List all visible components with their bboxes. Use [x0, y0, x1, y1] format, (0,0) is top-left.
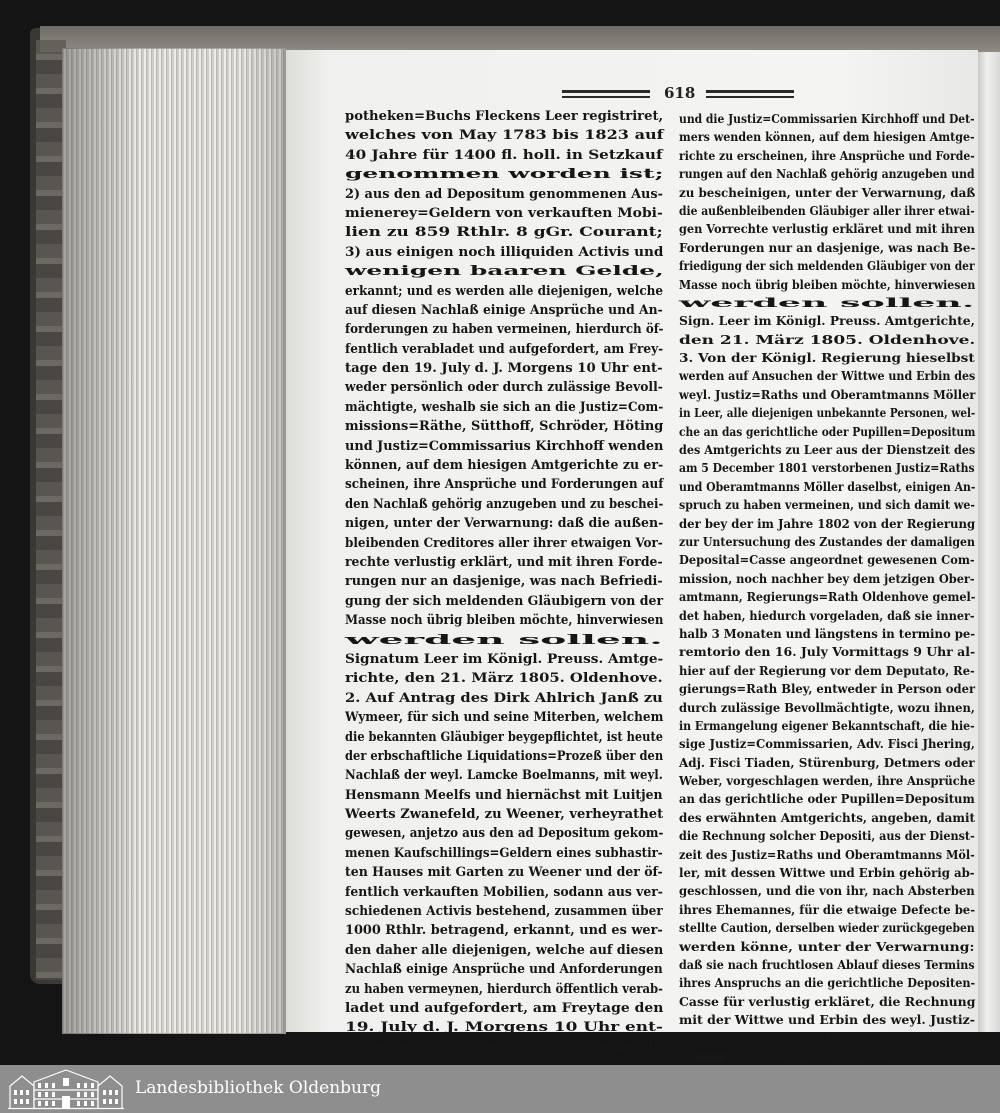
text-line: daß sie nach fruchtlosen Ablauf dieses Termins	[679, 956, 975, 972]
text-line: ten Hauses mit Garten zu Weener und der öf-	[345, 864, 663, 881]
text-line: den daher alle diejenigen, welche auf diesen	[345, 941, 664, 958]
text-line: und die Justiz=Commissarien Kirchhoff und Det-	[679, 111, 975, 126]
text-line: halb 3 Monaten und längstens in termino pe-	[679, 625, 976, 641]
text-line: rungen auf den Nachlaß gehörig anzugeben und	[679, 166, 975, 182]
text-line: geschlossen, und die von ihr, nach Absterben	[679, 883, 975, 899]
text-line: der bey der im Jahre 1802 von der Regierung	[679, 515, 976, 531]
text-line: richte, den 21. März 1805. Oldenhove.	[345, 670, 663, 687]
text-line: den 21. März 1805. Oldenhove.	[679, 331, 976, 347]
text-line: 1000 Rthlr. betragend, erkannt, und es wer-	[345, 922, 663, 939]
text-line: fentlich verabladet und aufgefordert, am Frey-	[345, 340, 664, 357]
page-block-fore-edge	[62, 48, 286, 1034]
text-line: mächtigte, weshalb sie sich an die Justiz=Com-	[345, 398, 664, 415]
text-line: Masse noch übrig bleiben möchte, hinverwiesen	[679, 276, 976, 292]
text-line: gierungs=Rath Bley, entweder in Person oder	[679, 681, 976, 697]
text-line: die außenbleibenden Gläubiger aller ihrer etwai-	[679, 202, 975, 218]
text-line: remtorio den 16. July Vormittags 9 Uhr al-	[679, 644, 976, 660]
text-line: mers wenden können, auf dem hiesigen Amtge-	[679, 129, 975, 145]
text-line: Wymeer, für sich und seine Miterben, welchem	[345, 709, 664, 726]
text-line: zu bescheinigen, unter der Verwarnung, daß	[679, 184, 976, 200]
text-line: Signatum Leer im Königl. Preuss. Amtge-	[345, 650, 664, 667]
text-line: können, auf dem hiesigen Amtgerichte zu er-	[345, 457, 664, 474]
text-line: werden sollen.	[345, 631, 663, 648]
text-line: det haben, hiedurch vorgeladen, daß sie inner-	[679, 607, 975, 623]
right-text-column	[679, 110, 977, 1066]
text-line: missions=Räthe, Sütthoff, Schröder, Höting	[345, 418, 664, 435]
text-line: und Justiz=Commissarius Kirchhoff wenden	[345, 437, 664, 454]
text-line: die bekannten Gläubiger beygepflichtet, ist heute	[345, 728, 664, 745]
left-text-column	[345, 107, 663, 1096]
text-line: ler, mit dessen Wittwe und Erbin gehörig ab-	[679, 865, 975, 881]
text-line: stellte Caution, derselben wieder zurückgegeben	[679, 920, 975, 936]
text-line: weyl. Justiz=Raths und Oberamtmanns Möller	[679, 386, 976, 402]
text-line: richte zu erscheinen, ihre Ansprüche und Forde-	[679, 147, 975, 163]
text-line: 19. July d. J. Morgens 10 Uhr ent-	[345, 1019, 663, 1036]
text-line: Nachlaß einige Ansprüche und Anforderungen	[345, 961, 663, 978]
text-line: scheinen, ihre Ansprüche und Forderungen auf	[345, 476, 664, 493]
header-rule-right	[706, 90, 794, 93]
text-line: ladet und aufgefordert, am Freytage den	[345, 999, 664, 1016]
text-line: potheken=Buchs Fleckens Leer registriret,	[345, 108, 664, 124]
text-line: Adj. Fisci Tiaden, Stürenburg, Detmers oder	[679, 754, 975, 770]
text-line: zu haben vermeynen, hierdurch öffentlich verab-	[345, 980, 663, 997]
text-line: die Rechnung solcher Depositi, aus der Dienst-	[679, 828, 975, 844]
text-line: 3. Von der Königl. Regierung hieselbst	[679, 350, 975, 366]
page-number: 618	[664, 84, 696, 102]
text-line: welches von May 1783 bis 1823 auf	[345, 127, 664, 144]
text-line: Casse für verlustig erkläret, die Rechnung	[679, 993, 976, 1009]
text-line: hier auf der Regierung vor dem Deputato, Re-	[679, 662, 975, 678]
text-line: des erwähnten Amtgerichts, angeben, damit	[679, 809, 975, 825]
text-line: Sign. Leer im Königl. Preuss. Amtgerichte,	[679, 313, 975, 329]
text-line: ihres Ehemannes, für die etwaige Defecte be-	[679, 901, 976, 917]
text-line: rungen nur an dasjenige, was nach Befriedi-	[345, 573, 663, 590]
text-line: Deposital=Casse angeordnet gewesenen Com-	[679, 552, 975, 568]
text-line: zur Untersuchung des Zustandes der damaligen	[679, 533, 976, 549]
library-name: Landesbibliothek Oldenburg	[135, 1078, 382, 1098]
text-line: durch zulässige Bevollmächtigte, wozu ihnen,	[679, 699, 975, 715]
text-line: auf diesen Nachlaß einige Ansprüche und An-	[345, 301, 663, 318]
text-line: in Ermangelung eigener Bekanntschaft, die hie-	[679, 717, 975, 733]
footer-bar	[0, 1065, 1000, 1113]
text-line: weder persönlich oder durch zulässige Bevoll-	[345, 379, 663, 396]
text-line: gen Vorrechte verlustig erkläret und mit ihren	[679, 221, 975, 237]
text-line: weder persönlich oder durch zulässige Bevoll-	[345, 1038, 663, 1055]
text-line: werden könne, unter der Verwarnung:	[679, 938, 975, 954]
text-line: menen Kaufschillings=Geldern eines subhastir-	[345, 844, 663, 861]
text-line: bleibenden Creditores aller ihrer etwaigen Vor-	[345, 534, 663, 551]
text-line: Weber, vorgeschlagen werden, ihre Ansprüche	[679, 773, 976, 789]
text-line: mission, noch nachher bey dem jetzigen Ober-	[679, 570, 975, 586]
text-line: Forderungen nur an dasjenige, was nach Be-	[679, 239, 976, 255]
text-line: 40 Jahre für 1400 fl. holl. in Setzkauf	[345, 146, 663, 163]
text-line: an das gerichtliche oder Pupillen=Depositum	[679, 791, 975, 807]
text-line: friedigung der sich meldenden Gläubiger von der	[679, 258, 975, 274]
header-rule-left	[562, 90, 650, 93]
text-line: genommen worden ist;	[345, 166, 664, 183]
text-line: werden sollen.	[679, 294, 975, 310]
text-line: lien zu 859 Rthlr. 8 gGr. Courant;	[345, 224, 663, 241]
text-line: am 5 December 1801 verstorbenen Justiz=Raths	[679, 460, 975, 476]
text-line: gung der sich meldenden Gläubigern von der	[345, 592, 664, 609]
text-line: nigen, unter der Verwarnung: daß die außen-	[345, 515, 664, 532]
text-line: che an das gerichtliche oder Pupillen=Depositum	[679, 423, 976, 439]
text-line: fentlich verkauften Mobilien, sodann aus ver-	[345, 883, 663, 900]
text-line: ihres Anspruchs an die gerichtliche Depositen-	[679, 975, 976, 991]
facing-page-edge	[978, 52, 1000, 1032]
text-line: tage den 19. July d. J. Morgens 10 Uhr ent-	[345, 360, 663, 377]
text-line: und Oberamtmanns Möller daselbst, einigen An-	[679, 478, 976, 494]
text-line: 2. Auf Antrag des Dirk Ahlrich Janß zu	[345, 689, 663, 706]
text-line: 2) aus den ad Depositum genommenen Aus-	[345, 185, 663, 202]
text-line: werden auf Ansuchen der Wittwe und Erbin des	[679, 368, 976, 384]
library-building-icon	[8, 1068, 124, 1110]
text-line: der erbschaftliche Liquidations=Prozeß über den	[345, 747, 664, 764]
text-line: mienerey=Geldern von verkauften Mobi-	[345, 204, 663, 221]
text-line: Nachlaß der weyl. Lamcke Boelmanns, mit weyl.	[345, 767, 663, 784]
text-line: 3) aus einigen noch illiquiden Activis und	[345, 243, 664, 260]
text-line: zeit des Justiz=Raths und Oberamtmanns Möl-	[679, 846, 975, 862]
text-line: schiedenen Activis bestehend, zusammen über	[345, 903, 663, 920]
text-line: Raths Möller abgeschlossen, ihr auch die	[679, 1030, 975, 1046]
text-line: forderungen zu haben vermeinen, hierdurch öf-	[345, 321, 664, 338]
text-line: in Leer, alle diejenigen unbekannte Personen, wel-	[679, 405, 976, 421]
text-line: sige Justiz=Commissarien, Adv. Fisci Jhering,	[679, 736, 975, 752]
text-line: amtmann, Regierungs=Rath Oldenhove gemel-	[679, 589, 976, 605]
text-line: den Nachlaß gehörig anzugeben und zu beschei-	[345, 495, 664, 512]
text-line: be-	[679, 1048, 972, 1064]
text-line: wenigen baaren Gelde,	[345, 263, 664, 280]
text-line: des Amtgerichts zu Leer aus der Dienstzeit des	[679, 442, 976, 458]
text-line: gewesen, anjetzo aus den ad Depositum gekom-	[345, 825, 664, 842]
text-line: Hensmann Meelfs und hiernächst mit Luitjen	[345, 786, 663, 803]
text-line: mit der Wittwe und Erbin des weyl. Justiz-	[679, 1012, 975, 1028]
text-line: Masse noch übrig bleiben möchte, hinverwiesen	[345, 612, 664, 629]
text-line: erkannt; und es werden alle diejenigen, welche	[345, 282, 664, 299]
text-line: spruch zu haben vermeinen, und sich damit we-	[679, 497, 975, 513]
text-line: rechte verlustig erklärt, und mit ihren Forde-	[345, 553, 663, 570]
text-line: Weerts Zwanefeld, zu Weener, verheyrathet	[345, 806, 664, 823]
